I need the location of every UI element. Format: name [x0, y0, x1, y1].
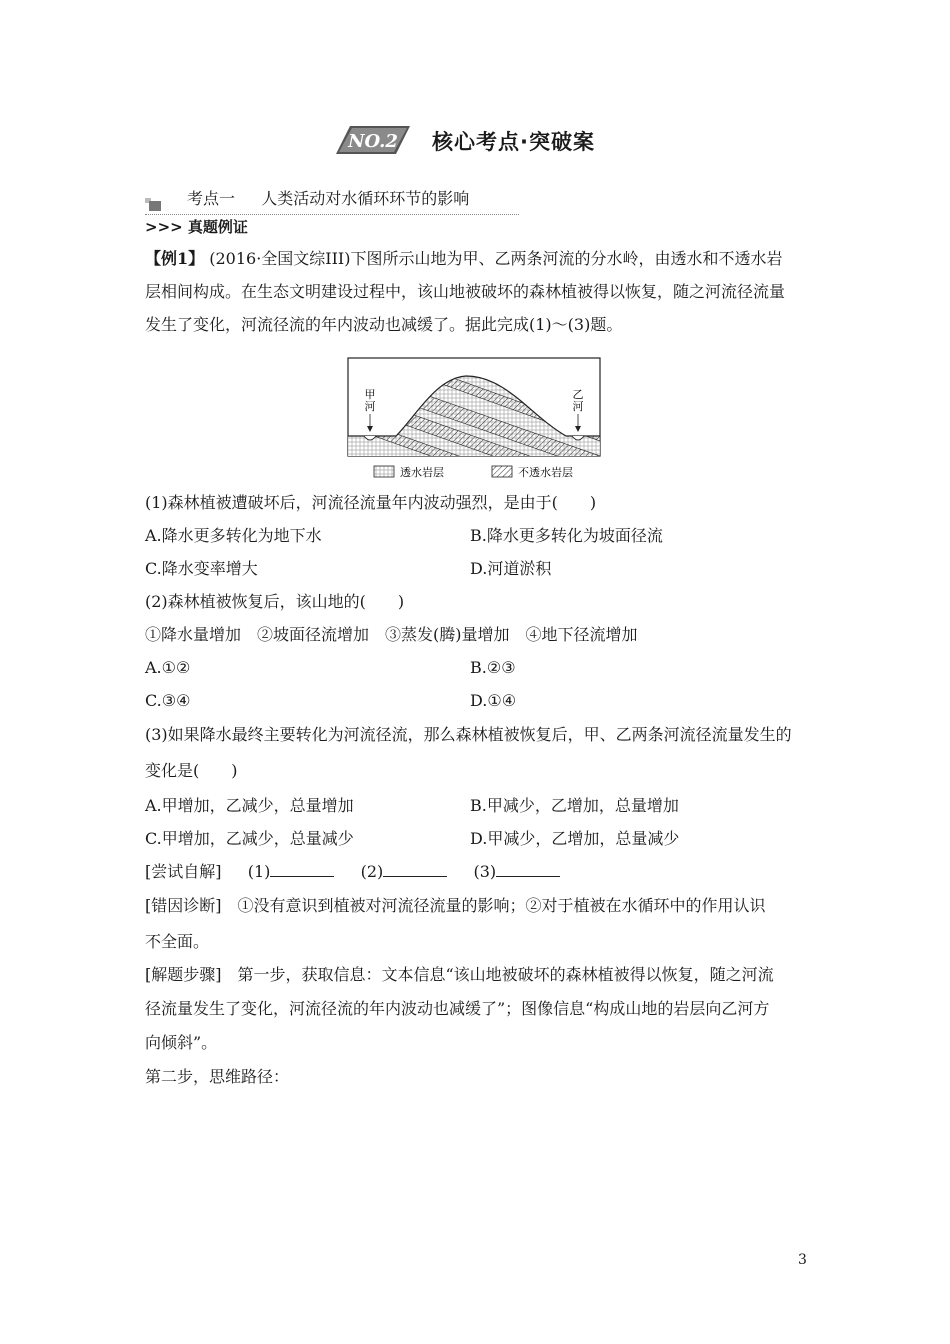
q1-option-d: D.河道淤积	[470, 559, 552, 578]
attempt-label: [尝试自解]	[145, 862, 222, 881]
legend-permeable-label: 透水岩层	[400, 466, 444, 479]
river-yi-label-2: 河	[572, 400, 584, 413]
river-jia-label-2: 河	[364, 400, 376, 413]
legend-impermeable-label: 不透水岩层	[518, 466, 573, 479]
q2-option-c: C.③④	[145, 691, 191, 710]
legend-impermeable-swatch	[492, 466, 512, 477]
attempt-row	[145, 861, 560, 883]
legend-permeable-swatch	[374, 466, 394, 477]
q3-option-b: B.甲减少，乙增加，总量增加	[470, 796, 679, 815]
answer-blank-1[interactable]	[270, 862, 334, 877]
diagnosis-line-1: [错因诊断] ①没有意识到植被对河流径流量的影响；②对于植被在水循环中的作用认识	[145, 896, 766, 915]
answer-blank-2[interactable]	[383, 862, 447, 877]
q1-stem: (1)森林植被遭破坏后，河流径流量年内波动强烈，是由于( )	[145, 493, 597, 512]
page-title: 核心考点·突破案	[432, 130, 595, 154]
example-line-2: 层相间构成。在生态文明建设过程中，该山地被破坏的森林植被得以恢复，随之河流径流量	[145, 282, 786, 301]
q2-option-d: D.①④	[470, 691, 517, 710]
q3-option-d: D.甲减少，乙增加，总量减少	[470, 829, 680, 848]
q2-option-a: A.①②	[145, 658, 191, 677]
q2-stem: (2)森林植被恢复后，该山地的( )	[145, 592, 405, 611]
sub-heading: >>> 真题例证	[145, 218, 248, 236]
answer-blank-3[interactable]	[496, 862, 560, 877]
q3-option-a: A.甲增加，乙减少，总量增加	[145, 796, 354, 815]
q3-stem-line-2: 变化是( )	[145, 761, 238, 780]
section-number-badge	[336, 124, 410, 156]
steps-line-1: [解题步骤] 第一步，获取信息：文本信息“该山地被破坏的森林植被得以恢复，随之河流	[145, 965, 774, 984]
section-heading	[145, 184, 519, 215]
attempt-blank-2-label: (2)	[360, 862, 384, 881]
example-line-3: 发生了变化，河流径流的年内波动也减缓了。据此完成(1)～(3)题。	[145, 315, 623, 334]
q3-stem-line-1: (3)如果降水最终主要转化为河流径流，那么森林植被恢复后，甲、乙两条河流径流量发生的	[145, 725, 792, 744]
q2-items: ①降水量增加 ②坡面径流增加 ③蒸发(腾)量增加 ④地下径流增加	[145, 625, 638, 644]
steps-line-3: 向倾斜”。	[145, 1033, 218, 1052]
river-jia-label-1: 甲	[364, 388, 376, 401]
example-tag: 【例1】	[145, 249, 205, 268]
q1-option-a: A.降水更多转化为地下水	[145, 526, 322, 545]
section-title: 人类活动对水循环环节的影响	[261, 189, 470, 208]
steps-line-2: 径流量发生了变化，河流径流的年内波动也减缓了”；图像信息“构成山地的岩层向乙河方	[145, 999, 770, 1018]
example-line-1: 【例1】 (2016·全国文综III)下图所示山地为甲、乙两条河流的分水岭，由透水和不透水岩	[145, 249, 783, 268]
diagnosis-line-2: 不全面。	[145, 932, 210, 951]
section-square-icon	[145, 198, 163, 212]
q1-option-b: B.降水更多转化为坡面径流	[470, 526, 663, 545]
page-number: 3	[798, 1252, 807, 1268]
badge-text: NO.2	[348, 131, 398, 152]
q3-option-c: C.甲增加，乙减少，总量减少	[145, 829, 354, 848]
attempt-blank-1-label: (1)	[247, 862, 271, 881]
river-yi-label-1: 乙	[572, 388, 584, 401]
section-label: 考点一	[187, 189, 236, 208]
q2-option-b: B.②③	[470, 658, 516, 677]
q1-option-c: C.降水变率增大	[145, 559, 258, 578]
steps-line-4: 第二步，思维路径：	[145, 1067, 290, 1086]
watershed-cross-section-figure	[346, 356, 602, 486]
attempt-blank-3-label: (3)	[473, 862, 497, 881]
